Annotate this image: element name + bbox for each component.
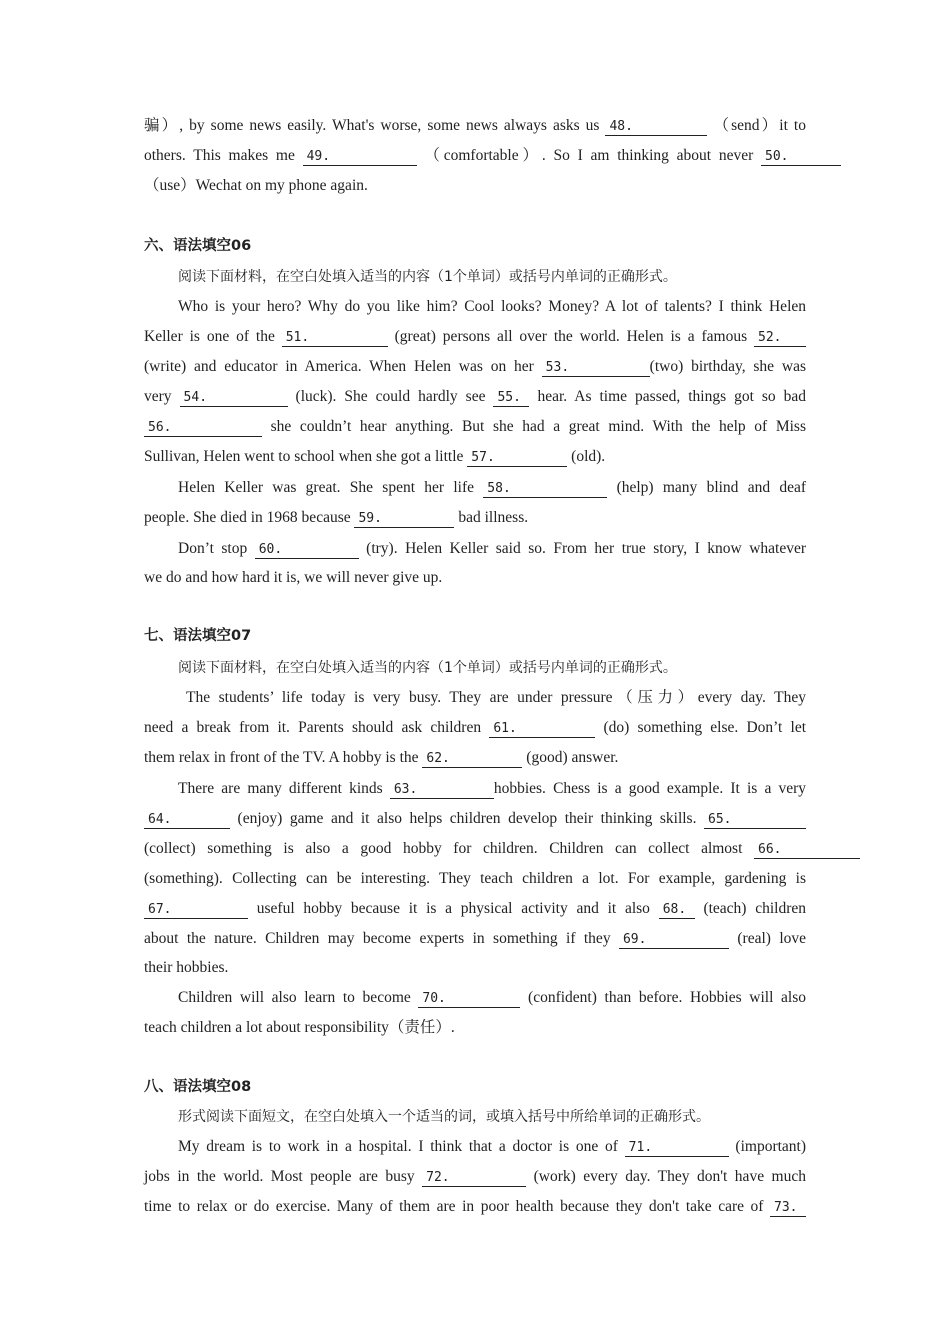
text-line: Keller is one of the 51. (great) persons all over the world. Helen is a famous 52. [144, 325, 806, 349]
answer-blank-66[interactable]: 66. [754, 840, 860, 859]
answer-blank-50[interactable]: 50. [761, 147, 841, 166]
text-line: others. This makes me 49. （comfortable）. So I am thinking about never 50. [144, 144, 841, 168]
answer-blank-59[interactable]: 59. [354, 509, 454, 528]
text-line: about the nature. Children may become experts in something if they 69. (real) love [144, 930, 807, 947]
answer-blank-51[interactable]: 51. [282, 328, 388, 347]
text-line: teach children a lot about responsibility（责任）. [144, 1019, 455, 1036]
answer-blank-72[interactable]: 72. [422, 1168, 526, 1187]
text-line: 骗）, by some news easily. What's worse, some news always asks us 48. （send）it to [144, 117, 806, 134]
text-line: My dream is to work in a hospital. I think that a doctor is one of 71. (important) [178, 1138, 807, 1155]
answer-blank-60[interactable]: 60. [255, 540, 359, 559]
answer-blank-67[interactable]: 67. [144, 900, 248, 919]
text-line: There are many different kinds 63. hobbies. Chess is a good example. It is a very [178, 780, 806, 797]
text-line: Children will also learn to become 70. (confident) than before. Hobbies will also [178, 989, 806, 1006]
text-line: 67. useful hobby because it is a physical activity and it also 68. (teach) children [144, 897, 806, 921]
answer-blank-69[interactable]: 69. [619, 930, 729, 949]
text-line: Helen Keller was great. She spent her life 58. (help) many blind and deaf [178, 479, 807, 496]
section-heading-07: 七、语法填空07 [144, 628, 252, 644]
answer-blank-64[interactable]: 64. [144, 810, 230, 829]
text-line: The students’ life today is very busy. They are under pressure（压力）every day. They [186, 689, 806, 706]
answer-blank-55[interactable]: 55. [493, 388, 529, 407]
text-line: 64. (enjoy) game and it also helps children develop their thinking skills. 65. [144, 807, 806, 831]
section-instruction: 阅读下面材料，在空白处填入适当的内容（1个单词）或括号内单词的正确形式。 [178, 660, 677, 676]
answer-blank-53[interactable]: 53. [542, 358, 650, 377]
answer-blank-49[interactable]: 49. [303, 147, 417, 166]
text-line: （use）Wechat on my phone again. [144, 177, 368, 194]
text-line: time to relax or do exercise. Many of them are in poor health because they don't take care of 73. [144, 1195, 806, 1219]
text-line: them relax in front of the TV. A hobby is the 62. (good) answer. [144, 749, 619, 766]
text-line: Don’t stop 60. (try). Helen Keller said so. From her true story, I know whatever [178, 540, 806, 557]
text-line: need a break from it. Parents should ask children 61. (do) something else. Don’t let [144, 719, 807, 736]
text-line: (write) and educator in America. When Helen was on her 53. (two) birthday, she was [144, 358, 806, 375]
answer-blank-56[interactable]: 56. [144, 418, 262, 437]
answer-blank-73[interactable]: 73. [770, 1198, 806, 1217]
text-line: Sullivan, Helen went to school when she got a little 57. (old). [144, 448, 606, 465]
section-heading-06: 六、语法填空06 [144, 238, 252, 254]
answer-blank-61[interactable]: 61. [489, 719, 595, 738]
answer-blank-58[interactable]: 58. [483, 479, 607, 498]
answer-blank-57[interactable]: 57. [467, 448, 567, 467]
answer-blank-62[interactable]: 62. [422, 749, 522, 768]
answer-blank-70[interactable]: 70. [418, 989, 520, 1008]
text-line: jobs in the world. Most people are busy 72. (work) every day. They don't have much [144, 1168, 806, 1185]
answer-blank-65[interactable]: 65. [704, 810, 806, 829]
answer-blank-71[interactable]: 71. [625, 1138, 729, 1157]
answer-blank-54[interactable]: 54. [180, 388, 288, 407]
text-line: (collect) something is also a good hobby for children. Children can collect almost 66. [144, 837, 860, 861]
text-line: we do and how hard it is, we will never give up. [144, 569, 443, 586]
text-line: (something). Collecting can be interesting. They teach children a lot. For example, gardening is [144, 870, 806, 887]
text-line: 56. she couldn’t hear anything. But she had a great mind. With the help of Miss [144, 415, 806, 439]
text-line: people. She died in 1968 because 59. bad illness. [144, 509, 529, 526]
answer-blank-63[interactable]: 63. [390, 780, 494, 799]
section-instruction: 形式阅读下面短文，在空白处填入一个适当的词，或填入括号中所给单词的正确形式。 [178, 1109, 710, 1125]
text-line: their hobbies. [144, 959, 229, 976]
answer-blank-48[interactable]: 48. [605, 117, 707, 136]
section-instruction: 阅读下面材料，在空白处填入适当的内容（1个单词）或括号内单词的正确形式。 [178, 269, 677, 285]
text-line: Who is your hero? Why do you like him? Cool looks? Money? A lot of talents? I think Helen [178, 298, 806, 315]
text-line: very 54. (luck). She could hardly see 55. hear. As time passed, things got so bad [144, 388, 807, 405]
answer-blank-52[interactable]: 52. [754, 328, 806, 347]
section-heading-08: 八、语法填空08 [144, 1079, 252, 1095]
answer-blank-68[interactable]: 68. [659, 900, 695, 919]
